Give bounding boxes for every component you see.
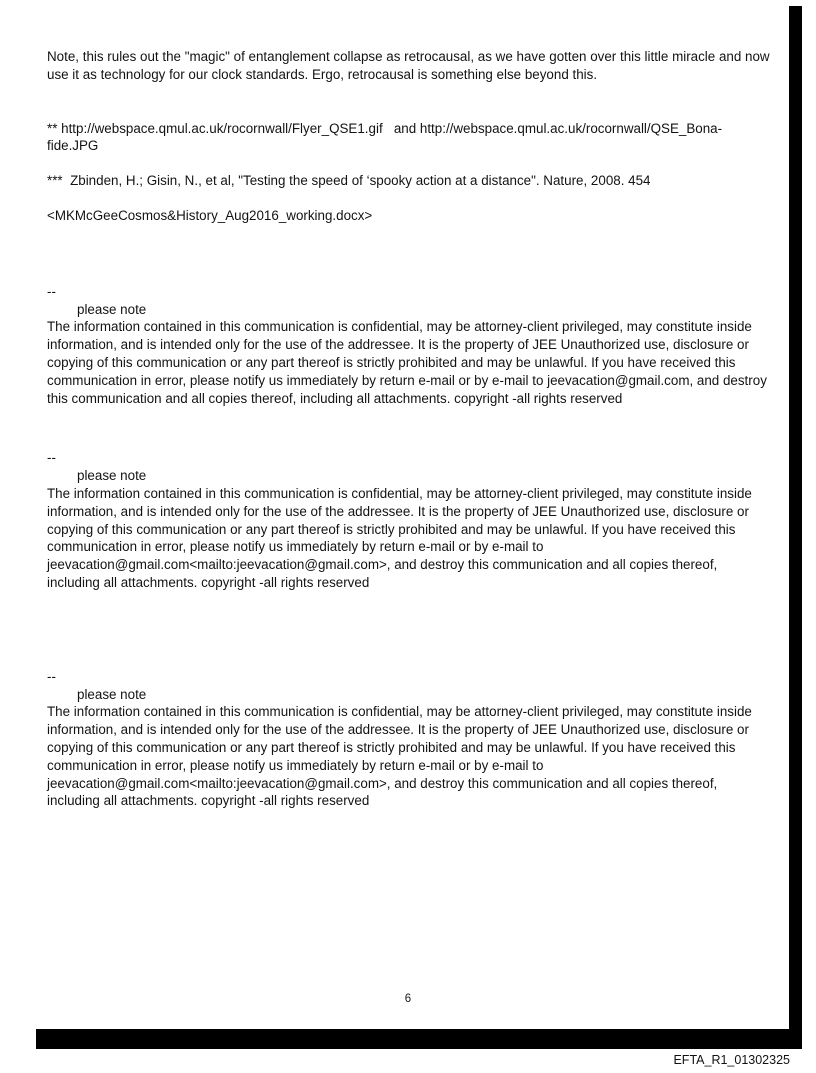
citation-line: *** Zbinden, H.; Gisin, N., et al, "Testing the speed of ‘spooky action at a distance". Nature, 2008. 454 [47,173,651,189]
disclaimer-block [47,283,773,408]
disclaimer-body: The information contained in this communication is confidential, may be attorney-client privileged, may constitute inside information, and is intended only for the use of the addressee. It is the property of JEE Unauthorized use, disclosure or copying of this communication or any part thereof is strictly prohibited and may be unlawful. If you have received this communication in error, please notify us immediately by return e-mail or by e-mail to jeevacation@gmail.com<mailto:jeevacation@gmail.com>, and destroy this communication and all copies thereof, including all attachments. copyright -all rights reserved [47,485,756,590]
disclaimer-body: The information contained in this communication is confidential, may be attorney-client privileged, may constitute inside information, and is intended only for the use of the addressee. It is the property of JEE Unauthorized use, disclosure or copying of this communication or any part thereof is strictly prohibited and may be unlawful. If you have received this communication in error, please notify us immediately by return e-mail or by e-mail to jeevacation@gmail.com, and destroy this communication and all copies thereof, including all attachments. copyright -all rights reserved [47,319,771,406]
please-note-label: please note [77,301,147,317]
disclaimer-block [47,449,773,591]
please-note-label: please note [77,686,147,702]
separator-dashes: -- [47,283,56,299]
please-note-label: please note [77,468,147,484]
separator-dashes: -- [47,450,56,466]
separator-dashes: -- [47,668,56,684]
attachment-filename: <MKMcGeeCosmos&History_Aug2016_working.docx> [47,207,373,223]
url-line: ** http://webspace.qmul.ac.uk/rocornwall/Flyer_QSE1.gif and http://webspace.qmul.ac.uk/rocornwall/QSE_Bona-fide.JPG [47,120,723,154]
document-content [47,48,773,810]
disclaimer-body: The information contained in this communication is confidential, may be attorney-client privileged, may constitute inside information, and is intended only for the use of the addressee. It is the property of JEE Unauthorized use, disclosure or copying of this communication or any part thereof is strictly prohibited and may be unlawful. If you have received this communication in error, please notify us immediately by return e-mail or by e-mail to jeevacation@gmail.com<mailto:jeevacation@gmail.com>, and destroy this communication and all copies thereof, including all attachments. copyright -all rights reserved [47,704,756,809]
bates-number: EFTA_R1_01302325 [673,1053,790,1067]
scan-edge-bottom [36,1029,802,1049]
page-number: 6 [404,993,412,1005]
disclaimer-block [47,668,773,810]
body-paragraph: Note, this rules out the "magic" of entanglement collapse as retrocausal, as we have gotten over this little miracle and now use it as technology for our clock standards. Ergo, retrocausal is something else beyond this. [47,49,774,82]
scan-edge-right [789,6,802,1048]
